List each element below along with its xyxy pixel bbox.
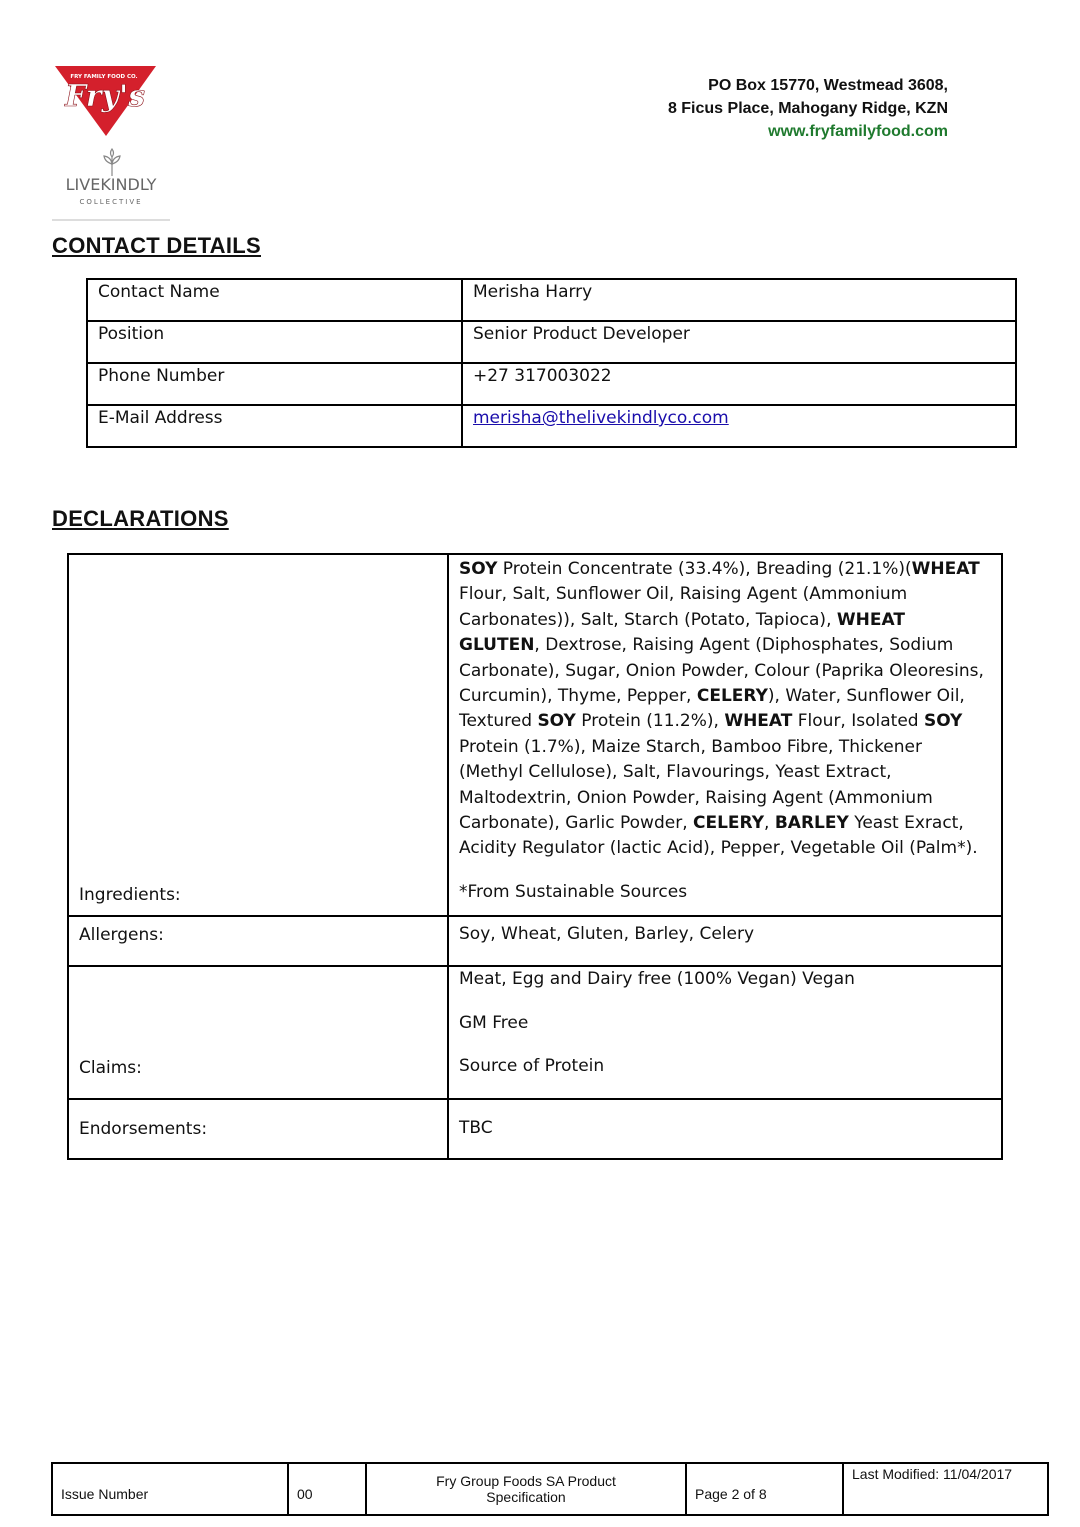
last-modified: Last Modified: 11/04/2017	[843, 1463, 1048, 1515]
allergen-highlight: BARLEY	[774, 813, 849, 834]
footer-table	[51, 1462, 1049, 1516]
email-label: E-Mail Address	[98, 408, 223, 428]
claim-protein: Source of Protein	[459, 1056, 605, 1077]
table-row	[68, 916, 1002, 966]
endorsements-label: Endorsements:	[79, 1118, 208, 1139]
table-row	[87, 405, 1016, 447]
contact-table	[86, 278, 1017, 448]
declarations-heading: DECLARATIONS	[52, 506, 229, 531]
logo-wordmark: Fry's	[64, 79, 146, 114]
position-label: Position	[98, 324, 165, 344]
company-address	[668, 74, 948, 143]
table-row	[87, 363, 1016, 405]
endorsements-value: TBC	[459, 1117, 493, 1138]
ingredient-text-segment: Flour, Salt, Sunflower Oil, Raising Agent (Ammonium Carbonates)), Salt, Starch (Potato, Tapioca),	[459, 584, 908, 630]
allergens-value: Soy, Wheat, Gluten, Barley, Celery	[459, 924, 755, 945]
allergen-highlight: WHEAT	[911, 559, 980, 579]
page-indicator: Page 2 of 8	[686, 1463, 843, 1515]
allergen-highlight: CELERY	[696, 686, 768, 707]
email-link[interactable]: merisha@thelivekindlyco.com	[473, 408, 729, 428]
ingredient-text-segment: ), Water, Sunflower Oil, Textured	[459, 686, 965, 732]
issue-number-label: Issue Number	[52, 1463, 288, 1515]
collective-name: LIVEKINDLY	[65, 175, 157, 194]
claim-vegan: Meat, Egg and Dairy free (100% Vegan) Vegan	[459, 969, 855, 990]
website-link[interactable]: www.fryfamilyfood.com	[768, 123, 948, 140]
logo-tag: FRY FAMILY FOOD CO.	[70, 74, 138, 80]
phone-value: +27 317003022	[473, 366, 612, 386]
position-value: Senior Product Developer	[473, 324, 690, 344]
collective-sub: COLLECTIVE	[79, 198, 143, 206]
ingredient-text-segment: Protein (1.7%), Maize Starch, Bamboo Fibre, Thickener (Methyl Cellulose), Salt, Flavourings, Yeast Extract, Maltodextrin, Onion Powder, Raising Agent (Ammonium Carbonate), Garlic Powder,	[459, 736, 933, 834]
phone-label: Phone Number	[98, 366, 225, 386]
ingredient-text-segment: , Dextrose, Raising Agent (Diphosphates, Sodium Carbonate), Sugar, Onion Powder, Colour (Paprika Oleoresins, Curcumin), Thyme, Pepper,	[459, 635, 984, 707]
ingredients-note: *From Sustainable Sources	[459, 881, 688, 902]
ingredients-text	[459, 557, 991, 862]
contact-details-heading: CONTACT DETAILS	[52, 233, 261, 258]
table-row	[68, 966, 1002, 1098]
allergen-highlight: WHEAT GLUTEN	[459, 609, 905, 656]
allergen-highlight: CELERY	[693, 813, 765, 834]
ingredient-text-segment: Protein (11.2%),	[575, 711, 725, 732]
table-row	[52, 1463, 1048, 1515]
allergens-label: Allergens:	[79, 925, 164, 946]
contact-name-label: Contact Name	[98, 282, 220, 302]
frys-livekindly-logo	[52, 64, 172, 224]
table-row	[68, 554, 1002, 916]
leaf-icon	[104, 149, 120, 176]
ingredient-text-segment: Protein Concentrate (33.4%), Breading (21.1%)(	[497, 559, 912, 579]
claims-label: Claims:	[79, 1057, 142, 1078]
allergen-highlight: SOY	[459, 559, 498, 579]
allergen-highlight: WHEAT	[724, 711, 793, 732]
address-line-1: PO Box 15770, Westmead 3608,	[708, 77, 948, 94]
address-line-2: 8 Ficus Place, Mahogany Ridge, KZN	[667, 100, 948, 117]
ingredients-label: Ingredients:	[79, 885, 181, 906]
contact-name-value: Merisha Harry	[473, 282, 593, 302]
claim-gm-free: GM Free	[459, 1012, 529, 1033]
declarations-table	[67, 553, 1003, 1160]
table-row	[87, 279, 1016, 321]
table-row	[87, 321, 1016, 363]
allergen-highlight: SOY	[537, 711, 576, 732]
table-row	[68, 1099, 1002, 1159]
ingredient-text-segment: Yeast Exract, Acidity Regulator (lactic Acid), Pepper, Vegetable Oil (Palm*).	[459, 813, 978, 859]
document-title: Fry Group Foods SA Product Specification	[366, 1463, 686, 1515]
ingredient-text-segment: Flour, Isolated	[792, 711, 924, 732]
issue-number-value: 00	[288, 1463, 366, 1515]
ingredient-text-segment: ,	[764, 813, 775, 834]
allergen-highlight: SOY	[923, 711, 963, 732]
